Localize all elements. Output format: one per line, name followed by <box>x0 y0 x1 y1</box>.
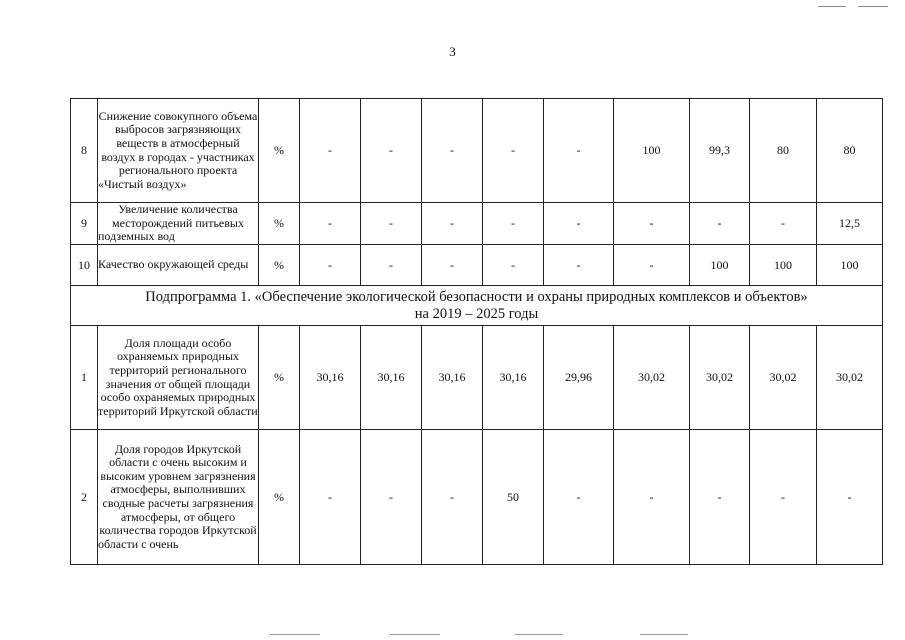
value-cell: - <box>750 203 817 245</box>
value-cell: - <box>361 99 422 203</box>
table-row <box>71 430 883 565</box>
value-cell: - <box>690 203 750 245</box>
bottom-scan-rule <box>390 634 440 635</box>
value-cell: - <box>690 430 750 565</box>
top-scan-rule <box>818 6 846 7</box>
value-cell: - <box>422 245 483 286</box>
value-cell: - <box>614 245 690 286</box>
value-cell: - <box>361 430 422 565</box>
value-cell: - <box>300 99 361 203</box>
top-scan-rule <box>858 6 888 7</box>
bottom-scan-rule <box>640 634 688 635</box>
value-cell: 100 <box>750 245 817 286</box>
value-cell: 30,16 <box>483 326 544 430</box>
page-number: 3 <box>449 44 456 59</box>
value-cell: 12,5 <box>817 203 883 245</box>
value-cell: - <box>483 99 544 203</box>
indicator-table <box>70 98 883 565</box>
unit-cell: % <box>259 245 300 286</box>
value-cell: 80 <box>750 99 817 203</box>
row-number: 8 <box>71 99 98 203</box>
unit-cell: % <box>259 203 300 245</box>
indicator-name: Снижение совокупного объема выбросов загрязняющих веществ в атмосферный воздух в городах - участниках регионального проекта «Чистый воздух» <box>98 99 259 203</box>
indicator-name: Качество окружающей среды <box>98 245 259 286</box>
bottom-scan-rule <box>515 634 563 635</box>
value-cell: - <box>817 430 883 565</box>
value-cell: 30,02 <box>614 326 690 430</box>
subprogram-title-line1: Подпрограмма 1. «Обеспечение экологической безопасности и охраны природных комплексов и объектов» <box>145 288 808 305</box>
value-cell: 100 <box>817 245 883 286</box>
value-cell: - <box>544 203 614 245</box>
value-cell: - <box>422 203 483 245</box>
value-cell: 30,02 <box>750 326 817 430</box>
value-cell: - <box>300 245 361 286</box>
row-number: 10 <box>71 245 98 286</box>
value-cell: - <box>614 430 690 565</box>
value-cell: - <box>544 99 614 203</box>
value-cell: 99,3 <box>690 99 750 203</box>
indicator-name: Доля городов Иркутской области с очень высоким и высоким уровнем загрязнения атмосферы, выполнивших сводные расчеты загрязнения атмосферы, от общего количества городов Иркутской области с очень <box>98 430 259 565</box>
subprogram-header-row <box>71 286 883 326</box>
subprogram-title-line2: на 2019 – 2025 годы <box>414 305 539 322</box>
value-cell: - <box>544 430 614 565</box>
value-cell: - <box>300 203 361 245</box>
value-cell: 30,16 <box>361 326 422 430</box>
value-cell: 100 <box>614 99 690 203</box>
value-cell: - <box>422 99 483 203</box>
value-cell: 29,96 <box>544 326 614 430</box>
row-number: 1 <box>71 326 98 430</box>
subprogram-title <box>71 286 883 326</box>
table-row <box>71 245 883 286</box>
value-cell: - <box>483 203 544 245</box>
value-cell: 30,16 <box>422 326 483 430</box>
value-cell: - <box>614 203 690 245</box>
value-cell: 30,02 <box>690 326 750 430</box>
row-number: 9 <box>71 203 98 245</box>
value-cell: 30,02 <box>817 326 883 430</box>
value-cell: - <box>544 245 614 286</box>
value-cell: 30,16 <box>300 326 361 430</box>
table-row <box>71 203 883 245</box>
indicator-name: Доля площади особо охраняемых природных территорий регионального значения от общей площади особо охраняемых природных территорий Иркутской области <box>98 326 259 430</box>
table-row <box>71 99 883 203</box>
table-row <box>71 326 883 430</box>
row-number: 2 <box>71 430 98 565</box>
unit-cell: % <box>259 99 300 203</box>
value-cell: 100 <box>690 245 750 286</box>
value-cell: - <box>361 203 422 245</box>
value-cell: - <box>361 245 422 286</box>
value-cell: - <box>300 430 361 565</box>
value-cell: - <box>750 430 817 565</box>
unit-cell: % <box>259 430 300 565</box>
value-cell: 80 <box>817 99 883 203</box>
bottom-scan-rule <box>270 634 320 635</box>
value-cell: - <box>483 245 544 286</box>
value-cell: - <box>422 430 483 565</box>
unit-cell: % <box>259 326 300 430</box>
value-cell: 50 <box>483 430 544 565</box>
indicator-name: Увеличение количества месторождений питьевых подземных вод <box>98 203 259 245</box>
